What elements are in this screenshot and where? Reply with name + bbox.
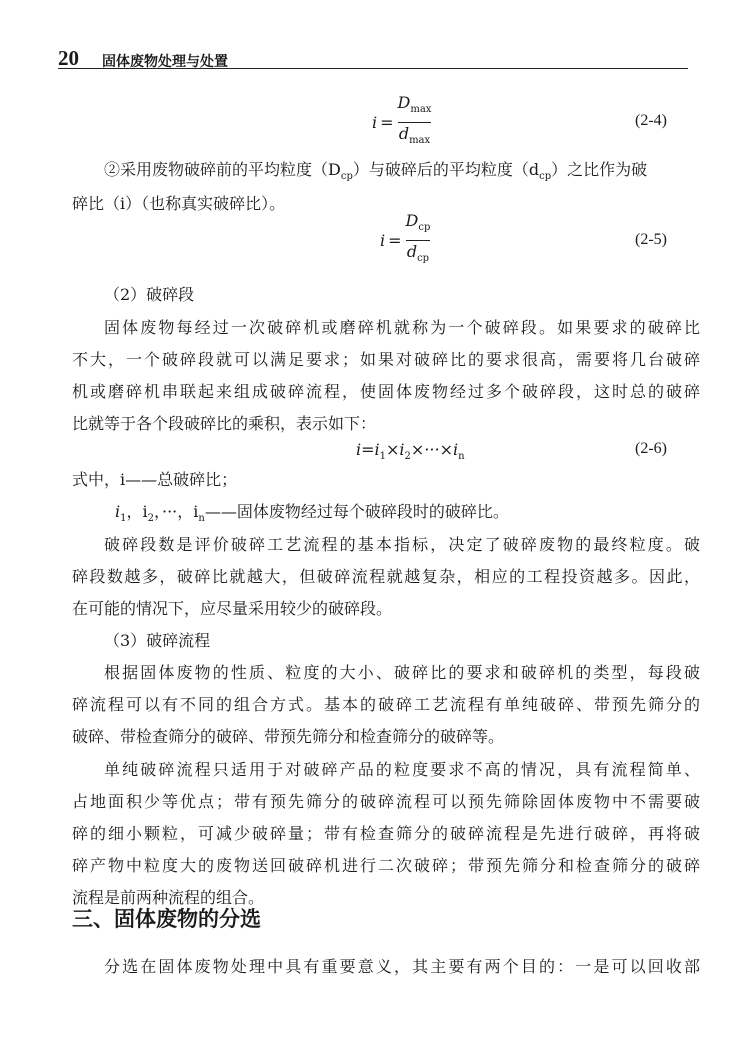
page-header: [58, 46, 688, 69]
paragraph-line: 固体废物每经过一次破碎机或磨碎机就称为一个破碎段。如果要求的破碎比: [104, 318, 700, 337]
paragraph-line: 机或磨碎机串联起来组成破碎流程，使固体废物经过多个破碎段，这时总的破碎: [72, 382, 700, 401]
paragraph-line: 碎比（i）（也称真实破碎比）。: [72, 194, 286, 213]
equals-sign: =: [380, 112, 394, 132]
numerator: $D_{max}$: [397, 93, 432, 116]
fraction-bar: [406, 240, 431, 241]
equation-2-6: $i=i_1\times i_2\times\cdot\cdot\cdot\times i_n$: [356, 440, 465, 463]
denominator: $d_{cp}$: [406, 241, 430, 264]
equation-2-4: [372, 93, 432, 146]
numerator: $D_{cp}$: [405, 211, 431, 234]
paragraph-line: 碎的细小颗粒，可减少破碎量；带有检查筛分的破碎流程是先进行破碎，再将破: [72, 824, 700, 843]
paragraph-line: 碎段数越多，破碎比就越大，但破碎流程就越复杂，相应的工程投资越多。因此，: [72, 567, 700, 586]
page-number: 20: [58, 46, 79, 70]
fraction: [398, 93, 432, 150]
paragraph-line: 破碎段数是评价破碎工艺流程的基本指标，决定了破碎废物的最终粒度。破: [104, 535, 700, 554]
equals-sign: =: [388, 230, 402, 250]
running-title: 固体废物处理与处置: [102, 54, 228, 70]
section-heading: 三、固体废物的分选: [72, 907, 261, 931]
paragraph-line: ②采用废物破碎前的平均粒度$(D_{cp})$与破碎后的平均粒度$(d_{cp})$之比作为破: [104, 160, 648, 183]
paragraph-line: 不大，一个破碎段就可以满足要求；如果对破碎比的要求很高，需要将几台破碎: [72, 350, 700, 369]
paragraph-line: 流程是前两种流程的组合。: [72, 888, 265, 907]
paragraph-line: 碎流程可以有不同的组合方式。基本的破碎工艺流程有单纯破碎、带预先筛分的: [72, 695, 700, 714]
paragraph-line: 破碎、带检查筛分的破碎、带预先筛分和检查筛分的破碎等。: [72, 727, 505, 746]
definition-line: $i_1$，$i_2$，···，$i_n——$固体废物经过每个破碎段时的破碎比。: [115, 502, 509, 525]
paragraph-line: 单纯破碎流程只适用于对破碎产品的粒度要求不高的情况，具有流程简单、: [104, 760, 700, 779]
paragraph-line: 根据固体废物的性质、粒度的大小、破碎比的要求和破碎机的类型，每段破: [104, 663, 700, 682]
subsection-heading: （3）破碎流程: [104, 631, 211, 650]
paragraph-line: 在可能的情况下，应尽量采用较少的破碎段。: [72, 599, 393, 618]
equation-number: (2-6): [635, 440, 667, 457]
equation-number: (2-5): [635, 231, 667, 248]
equation-number: (2-4): [635, 112, 667, 129]
denominator: $d_{max}$: [398, 123, 431, 146]
subsection-heading: （2）破碎段: [104, 285, 195, 304]
paragraph-line: 碎产物中粒度大的废物送回破碎机进行二次破碎；带预先筛分和检查筛分的破碎: [72, 856, 700, 875]
equation-lhs: i: [372, 112, 378, 132]
definition-line: 式中，i——总破碎比；: [72, 470, 238, 489]
fraction: [406, 211, 431, 268]
equation-2-5: [380, 211, 431, 264]
fraction-bar: [398, 122, 432, 123]
equation-lhs: i: [380, 230, 386, 250]
paragraph-line: 分选在固体废物处理中具有重要意义，其主要有两个目的：一是可以回收部: [104, 957, 700, 976]
paragraph-line: 占地面积少等优点；带有预先筛分的破碎流程可以预先筛除固体废物中不需要破: [72, 792, 700, 811]
paragraph-line: 比就等于各个段破碎比的乘积，表示如下：: [72, 414, 377, 433]
